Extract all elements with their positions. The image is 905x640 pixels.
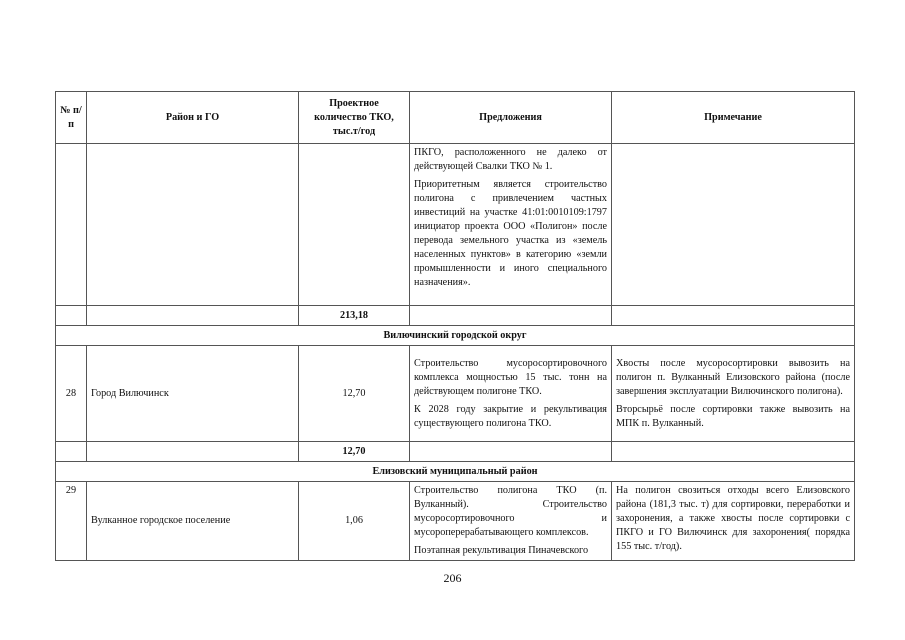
proposal-text: Приоритетным является строительство полигона с привлечением частных инвестиций на участке 41:01:0010109:1797 инициатор проекта ООО «Полигон» после перевода земельного участка из «земель населенных пунктов» в категорию «земли промышленности и иного специального назначения». bbox=[414, 179, 607, 288]
proposal-text: Строительство полигона ТКО (п. Вулканный). Строительство мусоросортировочного и мусороперерабатывающего комплексов. bbox=[414, 485, 607, 538]
cell-empty bbox=[612, 442, 855, 462]
proposal-text: Поэтапная рекультивация Пиначевского bbox=[414, 545, 589, 556]
cell-volume: 1,06 bbox=[299, 482, 410, 561]
cell-num: 29 bbox=[56, 482, 87, 561]
page-number: 206 bbox=[443, 571, 462, 585]
waste-plan-table bbox=[55, 91, 855, 561]
note-text: На полигон свозиться отходы всего Елизовского района (181,3 тыс. т) для сортировки, переработки и захоронения, а также хвосты после сортировки с ПКГО и ГО Вилючинск для захоронения( порядка 155 тыс. т/год). bbox=[616, 485, 850, 552]
cell-empty bbox=[87, 306, 299, 326]
cell-empty bbox=[87, 442, 299, 462]
section-title: Елизовский муниципальный район bbox=[56, 462, 855, 482]
header-district: Район и ГО bbox=[87, 92, 299, 144]
cell-district bbox=[87, 144, 299, 306]
table-row-continued bbox=[56, 144, 855, 306]
subtotal-value: 213,18 bbox=[299, 306, 410, 326]
header-volume: Проектное количество ТКО, тыс.т/год bbox=[299, 92, 410, 144]
cell-empty bbox=[410, 306, 612, 326]
cell-proposals bbox=[410, 144, 612, 306]
cell-volume: 12,70 bbox=[299, 346, 410, 442]
table-row bbox=[56, 482, 855, 561]
header-proposals: Предложения bbox=[410, 92, 612, 144]
cell-num: 28 bbox=[56, 346, 87, 442]
cell-proposals bbox=[410, 346, 612, 442]
section-title: Вилючинский городской округ bbox=[56, 326, 855, 346]
cell-empty bbox=[56, 306, 87, 326]
cell-proposals bbox=[410, 482, 612, 561]
proposal-text: Строительство мусоросортировочного комплекса мощностью 15 тыс. тонн на действующем полигоне ТКО. bbox=[414, 357, 607, 397]
header-row bbox=[56, 92, 855, 144]
header-num: № п/п bbox=[56, 92, 87, 144]
cell-num bbox=[56, 144, 87, 306]
cell-empty bbox=[410, 442, 612, 462]
cell-notes bbox=[612, 144, 855, 306]
header-notes: Примечание bbox=[612, 92, 855, 144]
cell-district: Вулканное городское поселение bbox=[87, 482, 299, 561]
subtotal-row bbox=[56, 442, 855, 462]
section-row bbox=[56, 326, 855, 346]
cell-empty bbox=[612, 306, 855, 326]
proposal-text: К 2028 году закрытие и рекультивация существующего полигона ТКО. bbox=[414, 403, 607, 429]
note-text: Вторсырьё после сортировки также вывозить на МПК п. Вулканный. bbox=[616, 403, 850, 429]
cell-notes bbox=[612, 346, 855, 442]
cell-district: Город Вилючинск bbox=[87, 346, 299, 442]
proposal-text: ПКГО, расположенного не далеко от действующей Свалки ТКО № 1. bbox=[414, 147, 607, 172]
cell-empty bbox=[56, 442, 87, 462]
cell-notes bbox=[612, 482, 855, 561]
table-row bbox=[56, 346, 855, 442]
subtotal-value: 12,70 bbox=[299, 442, 410, 462]
cell-volume bbox=[299, 144, 410, 306]
section-row bbox=[56, 462, 855, 482]
note-text: Хвосты после мусоросортировки вывозить на полигон п. Вулканный Елизовского района (после завершения эксплуатации Вилючинского полигона). bbox=[616, 357, 850, 397]
subtotal-row bbox=[56, 306, 855, 326]
